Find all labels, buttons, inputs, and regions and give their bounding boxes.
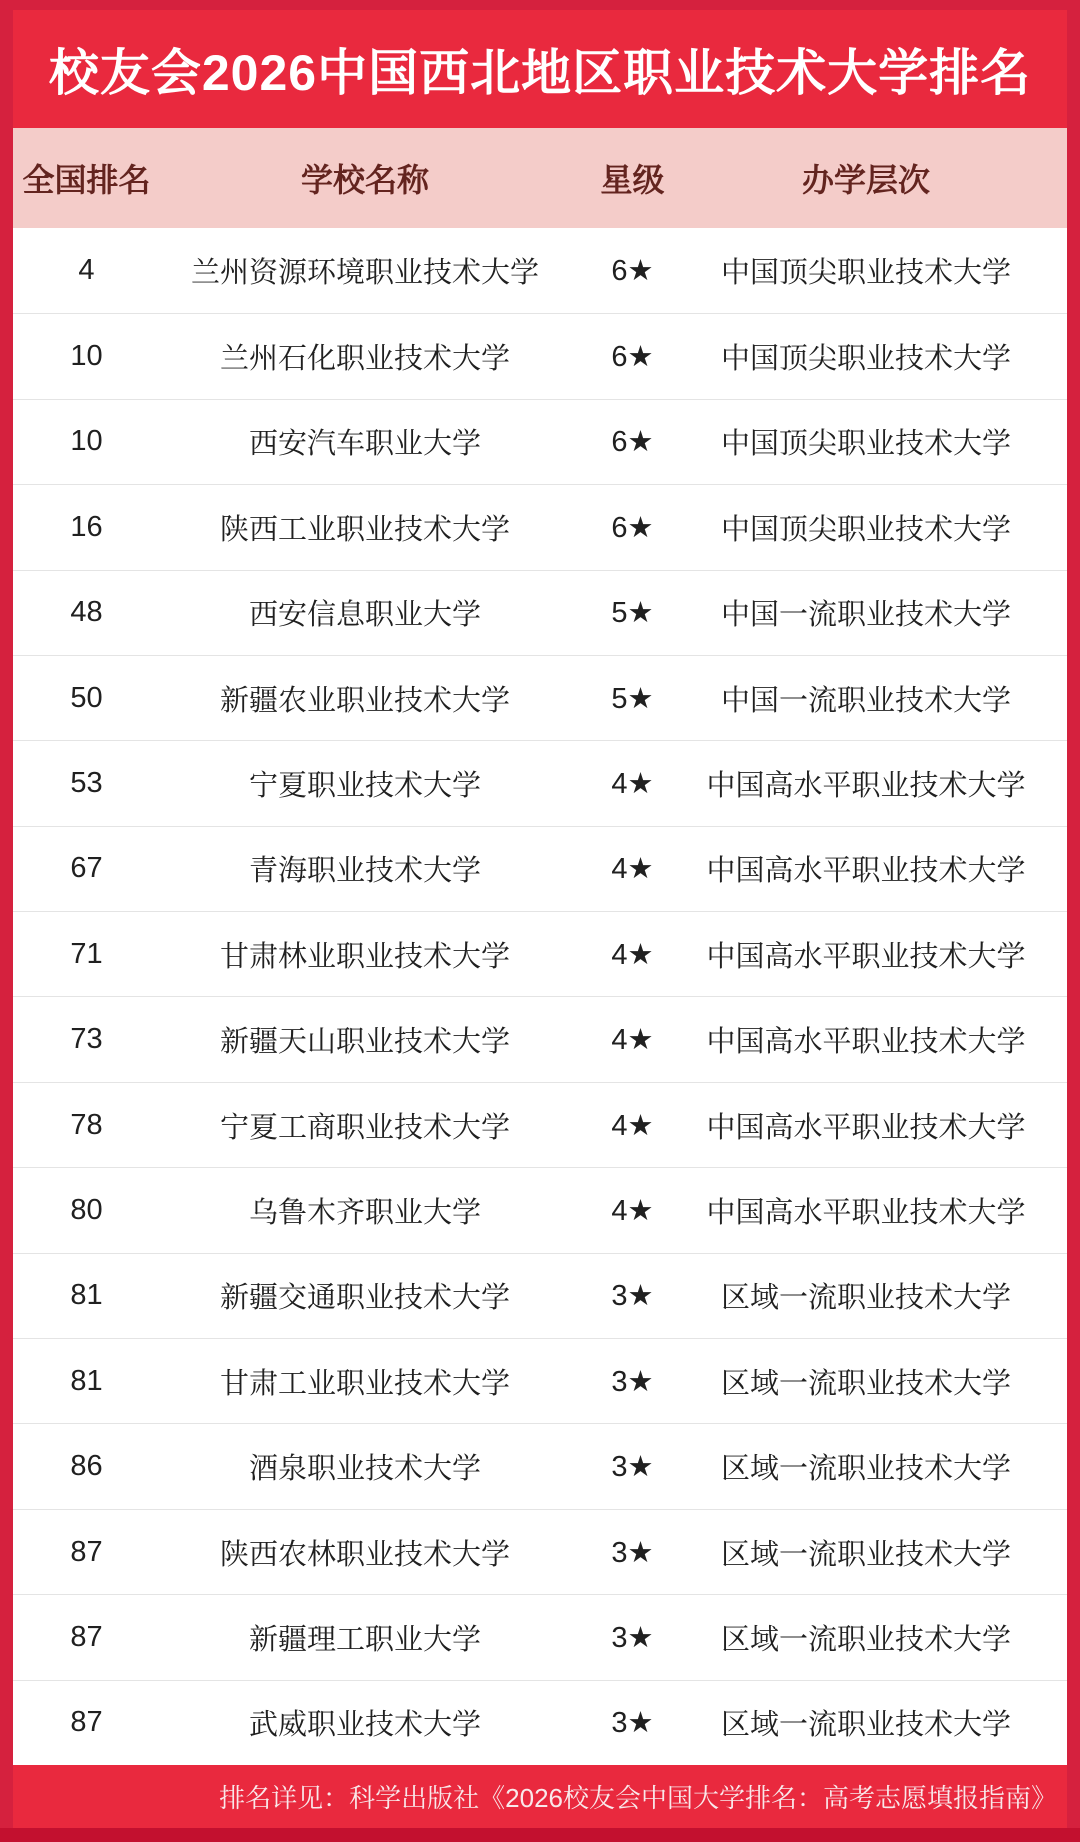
school-level-cell: 中国高水平职业技术大学 — [706, 1196, 1026, 1229]
table-row — [13, 1338, 1067, 1423]
rank-cell: 87 — [70, 1706, 103, 1739]
star-rating-cell: 4★ — [611, 768, 654, 801]
school-name-cell: 武威职业技术大学 — [248, 1709, 481, 1742]
table-row — [13, 313, 1067, 398]
school-name-cell: 陕西农林职业技术大学 — [219, 1538, 510, 1571]
table-row — [13, 1423, 1067, 1508]
school-name-cell: 兰州资源环境职业技术大学 — [190, 257, 539, 290]
rank-cell: 80 — [70, 1193, 103, 1226]
rank-cell: 71 — [70, 937, 103, 970]
rank-cell: 4 — [78, 254, 95, 287]
star-rating-cell: 6★ — [611, 255, 654, 288]
star-rating-cell: 4★ — [611, 1194, 654, 1227]
table-row — [13, 740, 1067, 825]
star-rating-cell: 6★ — [611, 341, 654, 374]
school-level-cell: 中国高水平职业技术大学 — [706, 1026, 1026, 1059]
school-name-cell: 甘肃工业职业技术大学 — [219, 1367, 510, 1400]
school-name-cell: 乌鲁木齐职业大学 — [248, 1196, 481, 1229]
table-body — [13, 228, 1067, 1765]
rank-cell: 16 — [70, 510, 103, 543]
table-row — [13, 911, 1067, 996]
rank-cell: 78 — [70, 1108, 103, 1141]
school-level-cell: 中国顶尖职业技术大学 — [720, 257, 1011, 290]
rank-cell: 53 — [70, 767, 103, 800]
header-school-level: 办学层次 — [801, 162, 930, 198]
school-name-cell: 陕西工业职业技术大学 — [219, 513, 510, 546]
school-name-cell: 新疆农业职业技术大学 — [219, 684, 510, 717]
star-rating-cell: 4★ — [611, 853, 654, 886]
star-rating-cell: 5★ — [611, 597, 654, 630]
table-row — [13, 399, 1067, 484]
school-name-cell: 西安汽车职业大学 — [248, 428, 481, 461]
school-name-cell: 酒泉职业技术大学 — [248, 1453, 481, 1486]
table-row — [13, 1253, 1067, 1338]
rank-cell: 50 — [70, 681, 103, 714]
school-name-cell: 宁夏工商职业技术大学 — [219, 1111, 510, 1144]
table-header-row — [13, 128, 1067, 228]
title-banner — [13, 10, 1067, 128]
school-level-cell: 中国一流职业技术大学 — [720, 599, 1011, 632]
footer-banner — [13, 1765, 1067, 1828]
table-row — [13, 228, 1067, 313]
star-rating-cell: 3★ — [611, 1451, 654, 1484]
rank-cell: 73 — [70, 1023, 103, 1056]
school-name-cell: 新疆交通职业技术大学 — [219, 1282, 510, 1315]
star-rating-cell: 6★ — [611, 426, 654, 459]
header-national-rank: 全国排名 — [22, 162, 151, 198]
footer-note: 排名详见：科学出版社《2026校友会中国大学排名：高考志愿填报指南》 — [219, 1783, 1057, 1813]
school-level-cell: 区域一流职业技术大学 — [720, 1367, 1011, 1400]
school-level-cell: 中国顶尖职业技术大学 — [720, 513, 1011, 546]
school-level-cell: 中国高水平职业技术大学 — [706, 940, 1026, 973]
school-name-cell: 宁夏职业技术大学 — [248, 770, 481, 803]
header-school-name: 学校名称 — [300, 162, 429, 198]
table-row — [13, 996, 1067, 1081]
table-row — [13, 1167, 1067, 1252]
rank-cell: 48 — [70, 596, 103, 629]
rank-cell: 67 — [70, 852, 103, 885]
school-level-cell: 中国高水平职业技术大学 — [706, 1111, 1026, 1144]
rank-cell: 81 — [70, 1279, 103, 1312]
table-row — [13, 1594, 1067, 1679]
rank-cell: 86 — [70, 1450, 103, 1483]
school-level-cell: 区域一流职业技术大学 — [720, 1453, 1011, 1486]
star-rating-cell: 3★ — [611, 1280, 654, 1313]
school-level-cell: 中国一流职业技术大学 — [720, 684, 1011, 717]
school-level-cell: 区域一流职业技术大学 — [720, 1538, 1011, 1571]
school-level-cell: 区域一流职业技术大学 — [720, 1709, 1011, 1742]
school-level-cell: 中国顶尖职业技术大学 — [720, 428, 1011, 461]
table-row — [13, 655, 1067, 740]
school-name-cell: 兰州石化职业技术大学 — [219, 343, 510, 376]
rank-cell: 87 — [70, 1620, 103, 1653]
table-row — [13, 826, 1067, 911]
rank-cell: 10 — [70, 425, 103, 458]
star-rating-cell: 4★ — [611, 1024, 654, 1057]
star-rating-cell: 3★ — [611, 1365, 654, 1398]
table-row — [13, 1082, 1067, 1167]
star-rating-cell: 3★ — [611, 1707, 654, 1740]
star-rating-cell: 3★ — [611, 1621, 654, 1654]
school-name-cell: 青海职业技术大学 — [248, 855, 481, 888]
star-rating-cell: 6★ — [611, 511, 654, 544]
school-level-cell: 区域一流职业技术大学 — [720, 1282, 1011, 1315]
school-name-cell: 新疆理工职业大学 — [248, 1623, 481, 1656]
rank-cell: 81 — [70, 1364, 103, 1397]
page-title: 校友会2026中国西北地区职业技术大学排名 — [48, 45, 1032, 101]
header-star-rating: 星级 — [600, 162, 665, 198]
rank-cell: 87 — [70, 1535, 103, 1568]
star-rating-cell: 3★ — [611, 1536, 654, 1569]
table-row — [13, 1680, 1067, 1765]
table-row — [13, 570, 1067, 655]
school-level-cell: 中国高水平职业技术大学 — [706, 770, 1026, 803]
table-row — [13, 484, 1067, 569]
bottom-edge-strip — [0, 1828, 1080, 1842]
school-name-cell: 西安信息职业大学 — [248, 599, 481, 632]
rank-cell: 10 — [70, 340, 103, 373]
star-rating-cell: 4★ — [611, 1109, 654, 1142]
star-rating-cell: 4★ — [611, 938, 654, 971]
school-level-cell: 区域一流职业技术大学 — [720, 1623, 1011, 1656]
school-level-cell: 中国顶尖职业技术大学 — [720, 343, 1011, 376]
table-row — [13, 1509, 1067, 1594]
school-level-cell: 中国高水平职业技术大学 — [706, 855, 1026, 888]
school-name-cell: 新疆天山职业技术大学 — [219, 1026, 510, 1059]
star-rating-cell: 5★ — [611, 682, 654, 715]
school-name-cell: 甘肃林业职业技术大学 — [219, 940, 510, 973]
